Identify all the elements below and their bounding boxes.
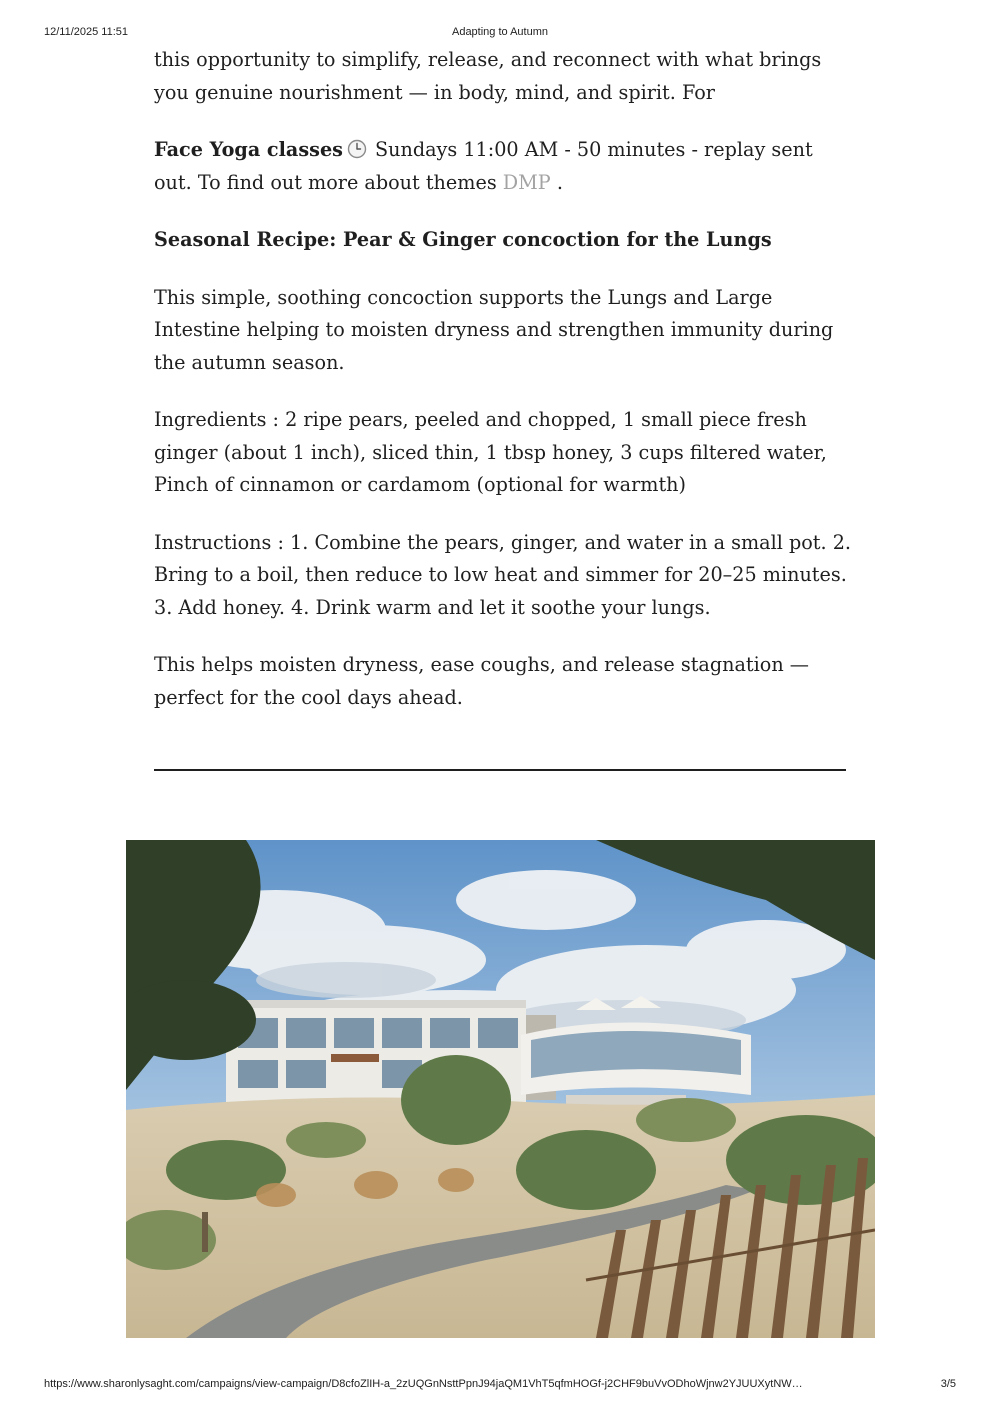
print-doc-title: Adapting to Autumn [451, 26, 548, 38]
recipe-heading [154, 224, 854, 257]
face-yoga-schedule: Sundays 11:00 AM - 50 minutes - replay sent out. To find out more about themes [154, 138, 813, 194]
hotel-dunes-photo [126, 840, 875, 1338]
recipe-heading-text: Seasonal Recipe: Pear & Ginger concoction for the Lungs [154, 228, 772, 251]
face-yoga-paragraph [154, 134, 854, 199]
section-divider [154, 769, 846, 771]
closing-paragraph: This helps moisten dryness, ease coughs, and release stagnation — perfect for the cool days ahead. [154, 653, 809, 709]
print-datetime: 12/11/2025 11:51 [44, 26, 129, 38]
print-header [0, 26, 1000, 42]
dmp-link[interactable]: DMP [502, 170, 551, 194]
article-body [154, 44, 854, 739]
ingredients-paragraph: Ingredients : 2 ripe pears, peeled and chopped, 1 small piece fresh ginger (about 1 inch), sliced thin, 1 tbsp honey, 3 cups filtered water, Pinch of cinnamon or cardamom (optional for warmth) [154, 408, 827, 496]
page-indicator: 3/5 [940, 1378, 956, 1390]
clock-icon [347, 137, 367, 157]
instructions-paragraph: Instructions : 1. Combine the pears, ginger, and water in a small pot. 2. Bring to a boil, then reduce to low heat and simmer for 20–25 minutes. 3. Add honey. 4. Drink warm and let it soothe your lungs. [154, 530, 852, 619]
intro-continuation: this opportunity to simplify, release, and reconnect with what brings you genuine nourishment — in body, mind, and spirit. For [154, 48, 822, 104]
face-yoga-label: Face Yoga classes [154, 138, 343, 161]
print-footer [0, 1378, 1000, 1394]
page-url: https://www.sharonlysaght.com/campaigns/view-campaign/D8cfoZlIH-a_2zUQGnNsttPpnJ94jaQM1VhT5qfmHOGf-j2CHF9buVvODhoWjnw2YJUUXytNW… [44, 1378, 803, 1390]
face-yoga-period: . [556, 170, 563, 194]
recipe-intro: This simple, soothing concoction supports the Lungs and Large Intestine helping to moisten dryness and strengthen immunity during the autumn season. [154, 285, 834, 374]
